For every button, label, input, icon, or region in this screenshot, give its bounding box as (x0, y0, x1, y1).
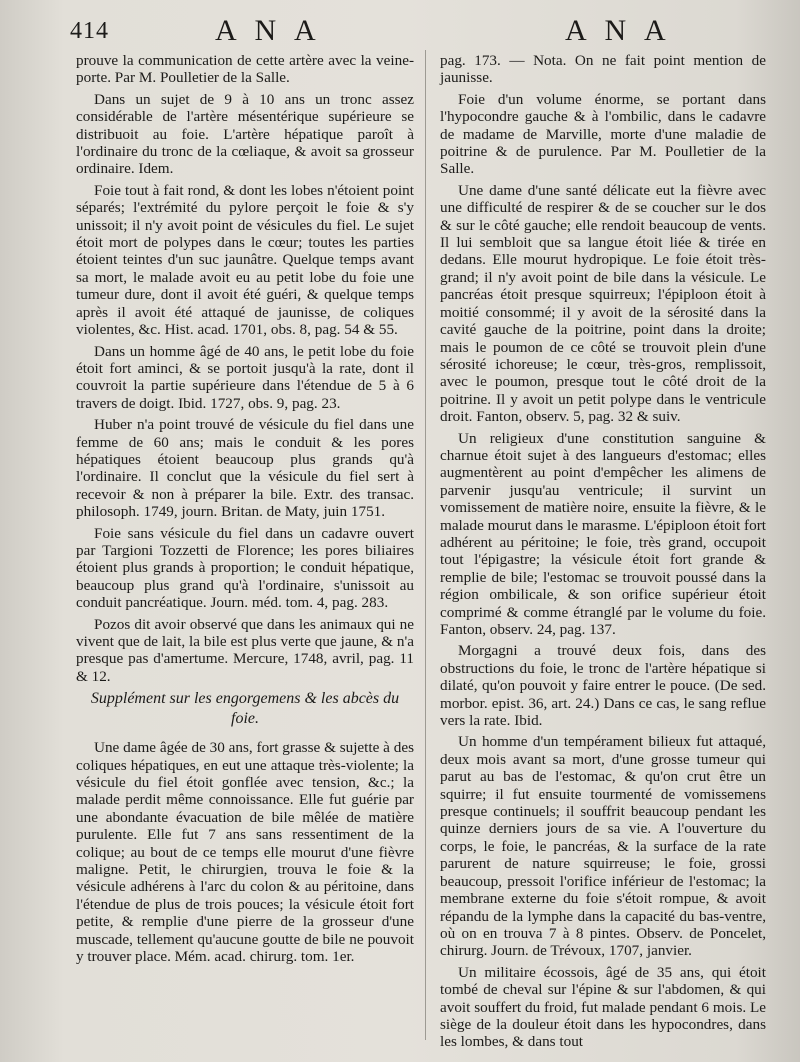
running-head-left: A N A (215, 14, 322, 47)
paragraph: Un homme d'un tempérament bilieux fut attaqué, deux mois avant sa mort, d'une grosse tumeur qui parut au bas de l'estomac, & qu'on crut être un squirre; il fut ensuite tourmenté de vomissemens presque continuels; il souffrit beaucoup pendant les quinze derniers jours de sa vie. A l'ouverture du corps, le foie, le pancréas, & la surface de la rate parurent de nature squirreuse; le foie, grossi beaucoup, pressoit l'orifice inférieur de l'estomac; la membrane externe du foie s'étoit rompue, & avoit répandu de la lymphe dans la capacité du bas-ventre, où on en trouva 7 à 8 pintes. Observ. de Poncelet, chirurg. Journ. de Trévoux, 1707, janvier. (440, 733, 766, 960)
page-header (0, 14, 800, 50)
section-title: Supplément sur les engorgemens & les abcès du foie. (90, 690, 400, 728)
paragraph: Foie tout à fait rond, & dont les lobes n'étoient point séparés; l'extrémité du pylore perçoit le foie & s'y unissoit; il n'y avoit point de vésicules du fiel. Le sujet étoit mort de polypes dans le cœur; toutes les parties étoient teintes d'un suc jaunâtre. Quelque temps avant sa mort, le malade avoit eu au petit lobe du foie une tumeur dure, dont il avoit été guéri, & quelque temps après il avoit été attaqué de jaunisse, de coliques violentes, &c. Hist. acad. 1701, obs. 8, pag. 54 & 55. (76, 181, 414, 339)
paragraph: Une dame d'une santé délicate eut la fièvre avec une difficulté de respirer & de se coucher sur le dos & sur le côté gauche; elle rendoit beaucoup de vents. Il lui sembloit que sa langue étoit liée & tirée en dedans. Elle mourut hydropique. Le foie étoit très-grand; il n'y avoit point de bile dans la vésicule. Le pancréas étoit presque squirreux; l'épiploon étoit à moitié consommé; il y avoit de la sérosité dans la cavité gauche de la poitrine, point dans la droite; mais le poumon de ce côté se trouvoit plein d'une sérosité ichoreuse; le cœur, très-gros, remplissoit, avec le poumon, presque tout le côté droit de la poitrine. Il y avoit un petit polype dans le ventricule droit. Fanton, observ. 5, pag. 32 & suiv. (440, 181, 766, 426)
paragraph: Morgagni a trouvé deux fois, dans des obstructions du foie, le tronc de l'artère hépatique si dilaté, qu'on pouvoit y faire entrer le pouce. (De sed. morbor. epist. 36, art. 24.) Dans ce cas, le sang reflue vers la rate. Ibid. (440, 642, 766, 730)
paragraph: Pozos dit avoir observé que dans les animaux qui ne vivent que de lait, la bile est plus verte que jaune, & n'a presque pas d'amertume. Mercure, 1748, avril, pag. 11 & 12. (76, 615, 414, 685)
paragraph: pag. 173. — Nota. On ne fait point mention de jaunisse. (440, 52, 766, 87)
paragraph: prouve la communication de cette artère avec la veine-porte. Par M. Poulletier de la Salle. (76, 52, 414, 87)
running-head-right: A N A (565, 14, 672, 47)
paragraph: Huber n'a point trouvé de vésicule du fiel dans une femme de 60 ans; mais le conduit & les pores hépatiques étoient beaucoup plus grands qu'à l'ordinaire. Il conclut que la vésicule du fiel sert à recevoir & non à préparer la bile. Extr. des transac. philosoph. 1749, journ. Britan. de Maty, juin 1751. (76, 416, 414, 521)
paragraph: Dans un sujet de 9 à 10 ans un tronc assez considérable de l'artère mésentérique supérieure se distribuoit au foie. L'artère hépatique paroît à l'ordinaire du tronc de la cœliaque, & avoit sa grosseur ordinaire. Idem. (76, 90, 414, 178)
paragraph: Un religieux d'une constitution sanguine & charnue étoit sujet à des langueurs d'estomac; elles augmentèrent au point d'empêcher les alimens de parvenir jusqu'au ventricule; il survint un vomissement de matière noire, ensuite la fièvre, & le malade mourut dans le marasme. L'épiploon étoit fort adhérent au péritoine; le foie, très grand, occupoit tout l'épigastre; la vésicule étoit fort grande & remplie de bile; l'estomac se trouvoit poussé dans la région ombilicale, & son orifice supérieur étoit comprimé & comme étranglé par le volume du foie. Fanton, observ. 24, pag. 137. (440, 429, 766, 638)
paragraph: Foie sans vésicule du fiel dans un cadavre ouvert par Targioni Tozzetti de Florence; les pores biliaires étoient plus grands à proportion; le conduit hépatique, beaucoup plus grand qu'à l'ordinaire, s'unissoit au conduit pancréatique. Journ. méd. tom. 4, pag. 283. (76, 524, 414, 612)
paragraph: Une dame âgée de 30 ans, fort grasse & sujette à des coliques hépatiques, en eut une attaque très-violente; la vésicule du fiel étoit gonflée avec tension, &c.; la malade perdit même connoissance. Elle fut guérie par une abondante évacuation de bile mêlée de matière purulente. Elle fut 7 ans sans ressentiment de la colique; au bout de ce temps elle mourut d'une fièvre maligne. Petit, le chirurgien, trouva le foie & la vésicule adhérens à l'arc du colon & au péritoine, dans l'étendue de plus de trois pouces; la vésicule étoit fort petite, & remplie d'une pierre de la grosseur d'une muscade, tellement qu'aucune goutte de bile ne pouvoit y trouver place. Mém. acad. chirurg. tom. 1er. (76, 739, 414, 966)
paragraph: Dans un homme âgé de 40 ans, le petit lobe du foie étoit fort aminci, & se portoit jusqu'à la rate, dont il couvroit la partie supérieure dans l'étendue de 5 à 6 travers de doigt. Ibid. 1727, obs. 9, pag. 23. (76, 342, 414, 412)
paragraph: Foie d'un volume énorme, se portant dans l'hypocondre gauche & à l'ombilic, dans le cadavre de madame de Marville, morte d'une maladie de poitrine & de purulence. Par M. Poulletier de la Salle. (440, 90, 766, 178)
paragraph: Un militaire écossois, âgé de 35 ans, qui étoit tombé de cheval sur l'épine & sur l'abdomen, & qui avoit souffert du froid, fut malade pendant 6 mois. Le siège de la douleur étoit dans les hypocondres, dans les lombes, & dans tout (440, 963, 766, 1051)
left-column (76, 52, 414, 970)
page-number: 414 (70, 18, 109, 44)
column-divider (425, 50, 426, 1040)
right-column (440, 52, 766, 1055)
